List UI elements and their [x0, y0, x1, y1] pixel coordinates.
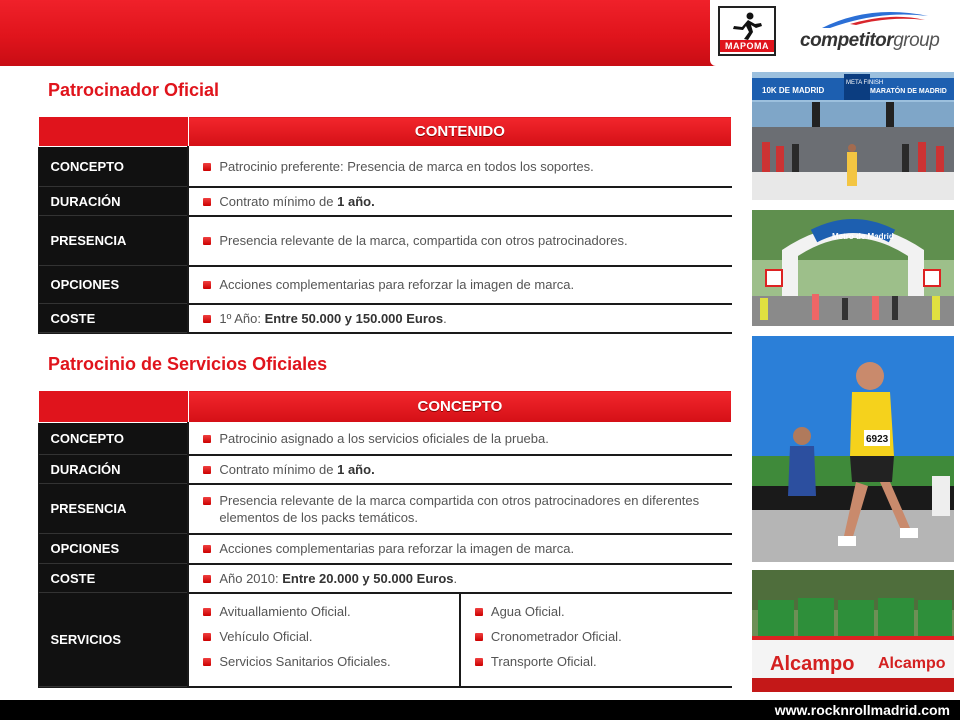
- table-row: [39, 534, 732, 564]
- row-text: [219, 461, 721, 478]
- bullet-icon: [203, 466, 211, 474]
- row-label: CONCEPTO: [39, 147, 189, 187]
- table-row: [39, 266, 732, 304]
- row-value: [188, 187, 731, 216]
- text-post: .: [453, 570, 458, 586]
- section-title-patrocinador: Patrocinador Oficial: [48, 80, 220, 100]
- row-value: [188, 216, 731, 266]
- row-label: PRESENCIA: [39, 484, 189, 534]
- bullet-icon: [203, 545, 211, 553]
- row-label: OPCIONES: [39, 534, 189, 564]
- services-left-column: [188, 593, 460, 687]
- competitor-logo-text: [800, 30, 940, 52]
- service-item: Avituallamiento Oficial.: [219, 604, 351, 619]
- row-label: OPCIONES: [39, 266, 189, 304]
- bullet-icon: [203, 497, 211, 505]
- photo-metro-arch: [752, 210, 954, 326]
- row-text: Acciones complementarias para reforzar la imagen de marca.: [219, 541, 575, 556]
- table-row: [39, 564, 732, 593]
- table-row: [39, 484, 732, 534]
- alcampo-brand-1: Alcampo: [770, 653, 855, 675]
- service-item: Agua Oficial.: [490, 604, 565, 619]
- alcampo-brand-2: Alcampo: [878, 655, 946, 672]
- row-label: CONCEPTO: [39, 423, 189, 455]
- runner-icon: [728, 12, 766, 40]
- bullet-icon: [475, 658, 483, 666]
- row-text: Presencia relevante de la marca compartida con otros patrocinadores en diferentes elementos de los packs temáticos.: [219, 492, 700, 525]
- services-right-column: [460, 593, 732, 687]
- table-row: [39, 187, 732, 216]
- mapoma-logo: [718, 6, 776, 56]
- competitor-logo-group: group: [893, 30, 940, 51]
- bullet-icon: [203, 435, 211, 443]
- row-value: [188, 484, 731, 534]
- service-item: Servicios Sanitarios Oficiales.: [219, 654, 391, 669]
- table-row: [39, 304, 732, 333]
- table-header-concepto: CONCEPTO: [188, 391, 731, 423]
- table-row-servicios: [39, 593, 732, 687]
- photo-finish-line: [752, 72, 954, 200]
- bullet-icon: [203, 163, 211, 171]
- swoosh-icon: [820, 10, 930, 30]
- service-item: Transporte Oficial.: [490, 654, 597, 669]
- arch-text: Metro de Madrid: [832, 232, 894, 241]
- row-value: [188, 304, 731, 333]
- photo-alcampo: [752, 570, 954, 692]
- row-value: [188, 564, 731, 593]
- bullet-icon: [203, 658, 211, 666]
- bullet-icon: [475, 633, 483, 641]
- mapoma-logo-text: MAPOMA: [720, 40, 774, 52]
- row-text: Patrocinio asignado a los servicios oficiales de la prueba.: [219, 430, 549, 446]
- row-value: [188, 266, 731, 304]
- banner-maraton: MARATÓN DE MADRID: [870, 88, 947, 95]
- bullet-icon: [203, 237, 211, 245]
- text-post: .: [443, 310, 447, 326]
- footer-bar: [0, 700, 960, 720]
- bullet-icon: [203, 575, 211, 583]
- row-text: [219, 310, 721, 327]
- row-text: Presencia relevante de la marca, compartida con otros patrocinadores.: [219, 233, 628, 248]
- bullet-icon: [203, 198, 211, 206]
- service-item: Vehículo Oficial.: [219, 629, 313, 644]
- row-text: [219, 570, 721, 587]
- row-text: Acciones complementarias para reforzar la imagen de marca.: [219, 277, 575, 292]
- text-pre: 1º Año:: [219, 310, 265, 326]
- table-header-blank: [39, 391, 189, 423]
- website-link[interactable]: www.rocknrollmadrid.com: [774, 702, 950, 718]
- patrocinador-table: [38, 116, 732, 334]
- bullet-icon: [203, 608, 211, 616]
- row-label: COSTE: [39, 564, 189, 593]
- text-bold: 1 año.: [337, 193, 375, 209]
- text-pre: Contrato mínimo de: [219, 461, 338, 477]
- row-label: PRESENCIA: [39, 216, 189, 266]
- row-label: DURACIÓN: [39, 455, 189, 484]
- competitor-logo-main: competitor: [800, 30, 894, 51]
- competitor-group-logo: [800, 10, 940, 54]
- row-text: [219, 193, 721, 210]
- table-header-blank: [39, 117, 189, 147]
- table-row: [39, 147, 732, 187]
- bib-number: 6923: [866, 434, 889, 445]
- row-label: SERVICIOS: [39, 593, 189, 687]
- row-value: [188, 455, 731, 484]
- banner-finish: META FINISH: [846, 80, 884, 86]
- table-row: [39, 455, 732, 484]
- row-label: COSTE: [39, 304, 189, 333]
- bullet-icon: [475, 608, 483, 616]
- servicios-table: [38, 390, 732, 688]
- banner-10k: 10K DE MADRID: [762, 86, 825, 95]
- row-text: Patrocinio preferente: Presencia de marca en todos los soportes.: [219, 158, 594, 174]
- bullet-icon: [203, 633, 211, 641]
- service-item: Cronometrador Oficial.: [490, 629, 622, 644]
- row-value: [188, 534, 731, 564]
- table-row: [39, 216, 732, 266]
- bullet-icon: [203, 315, 211, 323]
- section-title-servicios: Patrocinio de Servicios Oficiales: [48, 354, 328, 374]
- text-bold: 1 año.: [337, 461, 375, 477]
- text-pre: Año 2010:: [219, 570, 283, 586]
- text-pre: Contrato mínimo de: [219, 193, 338, 209]
- text-bold: Entre 50.000 y 150.000 Euros: [264, 310, 444, 326]
- text-bold: Entre 20.000 y 50.000 Euros: [282, 570, 454, 586]
- row-label: DURACIÓN: [39, 187, 189, 216]
- table-header-contenido: CONTENIDO: [188, 117, 731, 147]
- row-value: [188, 147, 731, 187]
- bullet-icon: [203, 281, 211, 289]
- table-row: [39, 423, 732, 455]
- photo-runners: [752, 336, 954, 562]
- row-value: [188, 423, 731, 455]
